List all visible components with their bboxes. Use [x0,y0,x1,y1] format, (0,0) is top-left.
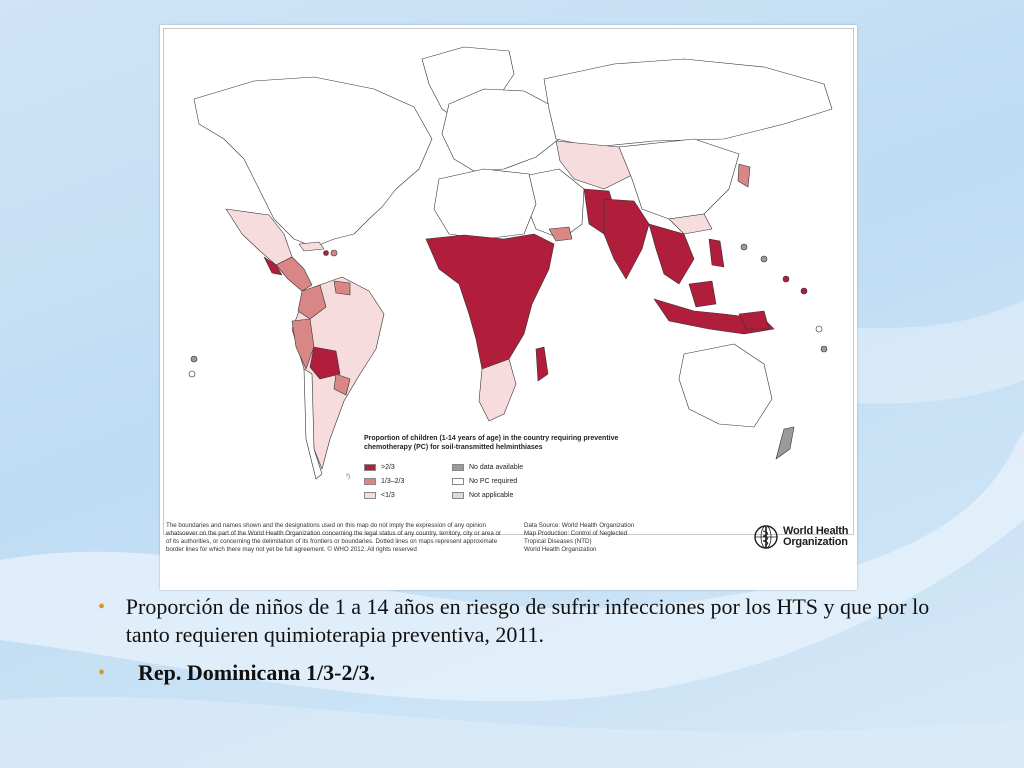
legend-swatch-low [364,492,376,499]
source-line-3: Tropical Diseases (NTD) [524,538,592,545]
legend-label-mid: 1/3–2/3 [381,477,405,485]
legend-item-not-applicable [452,490,513,500]
data-source [524,522,684,554]
legend-swatch-high [364,464,376,471]
legend-swatch-mid [364,478,376,485]
guyana-shape [334,281,350,295]
legend-swatch-no-pc [452,478,464,485]
slide-bullets [98,593,978,697]
philippines-shape [709,239,724,267]
bullet-item [98,593,978,649]
india-shape [604,199,649,279]
sub-saharan-africa-shape [426,234,554,374]
legend-item-no-data [452,462,523,472]
legend-item-high [364,462,395,472]
bullet-marker-icon: • [98,662,106,684]
russia-shape [544,59,832,147]
legend-swatch-not-applicable [452,492,464,499]
legend-label-not-applicable: Not applicable [469,491,514,499]
who-logo-text [783,526,848,548]
legend-label-low: <1/3 [381,491,395,499]
who-logo [752,523,848,551]
legend-item-mid [364,476,404,486]
borneo-shape [689,281,716,307]
source-line-4: World Health Organization [524,546,597,553]
korea-shape [738,164,750,187]
who-logo-line-1: World Health [783,525,849,537]
who-logo-line-2: Organization [783,536,848,548]
legend-label-no-data: No data available [469,463,524,471]
legend-label-no-pc: No PC required [469,477,518,485]
legend-label-high: >2/3 [381,463,395,471]
bullet-item [98,659,978,687]
bullet-text: Rep. Dominicana 1/3-2/3. [138,660,376,685]
bullet-marker-icon: • [98,596,106,618]
legend-scale-note: ²) [346,474,350,480]
world-map-frame [163,28,854,535]
legend-title: Proportion of children (1-14 years of age) in the country requiring preventive chemotherapy (PC) for soil-transmitted helminthiases [364,435,619,451]
legend-item-low [364,490,395,500]
southern-africa-shape [479,359,516,421]
map-disclaimer: The boundaries and names shown and the designations used on this map do not imply the expression of any opinion whatsoever on the part of the World Health Organization concerning the legal status of any country, territory, city or area or of its authorities, or concerning the delimitation of its frontiers or boundaries. Dotted lines on maps represent approximate border lines for which there may not yet be full agreement. © WHO 2012. All rights reserved [166,522,501,553]
australia-shape [679,344,772,427]
madagascar-shape [536,347,548,381]
source-line-1: Data Source: World Health Organization [524,522,635,529]
europe-shape [442,89,559,171]
caribbean-islands [299,242,324,251]
legend-item-no-pc [452,476,517,486]
who-emblem-icon [752,523,780,551]
legend-swatch-no-data [452,464,464,471]
north-america-shape [194,77,432,247]
new-zealand-shape [776,427,794,459]
source-line-2: Map Production: Control of Neglected [524,530,628,537]
who-map-figure [160,25,857,590]
yemen-shape [549,227,572,241]
north-africa-shape [434,169,536,239]
bullet-text: Proporción de niños de 1 a 14 años en riesgo de sufrir infecciones por los HTS y que por lo tanto requieren quimioterapia preventiva, 2011. [125,594,930,647]
map-legend [346,434,664,514]
